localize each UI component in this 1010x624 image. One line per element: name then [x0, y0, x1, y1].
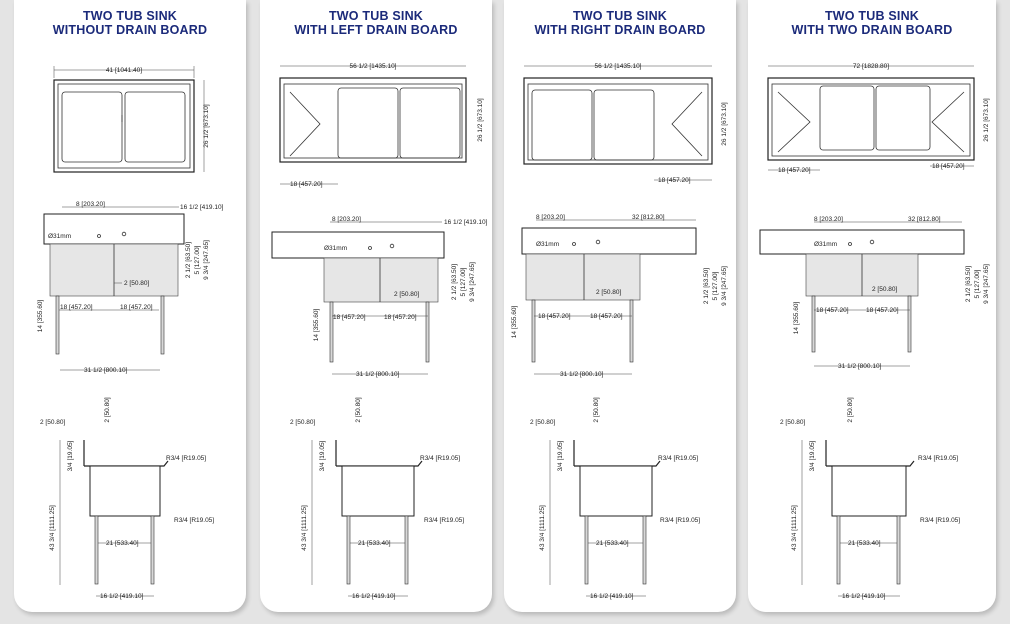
depth-label: 26 1/2 [673.10]: [983, 98, 990, 142]
drain-label: Ø31mm: [536, 241, 560, 248]
leg-depth-label: 16 1/2 [419.10]: [590, 593, 634, 600]
splash-3-label: 9 3/4 [247.65]: [983, 264, 990, 304]
top-right-label: 2 [50.80]: [104, 397, 111, 423]
leg-depth-label: 16 1/2 [419.10]: [100, 593, 144, 600]
overall-width-label: 56 1/2 [1435.10]: [594, 63, 642, 70]
splash-2-label: 5 [127.00]: [460, 267, 467, 297]
panel-title: TWO TUB SINK WITHOUT DRAIN BOARD: [52, 9, 208, 37]
rim-label: 3/4 [19.05]: [67, 440, 74, 472]
drain-label: Ø31mm: [814, 241, 838, 248]
panel-right-drain-board: [504, 0, 736, 612]
splash-3-label: 9 3/4 [247.65]: [469, 262, 476, 302]
splash-3-label: 9 3/4 [247.65]: [203, 240, 210, 280]
drain-height-label: 2 [50.80]: [394, 291, 420, 298]
side-view: [780, 397, 960, 600]
drain-height-label: 2 [50.80]: [596, 289, 622, 296]
top-left-label: 2 [50.80]: [530, 419, 556, 426]
top-view: [524, 63, 728, 184]
drain-height-label: 2 [50.80]: [872, 286, 898, 293]
panel-title: TWO TUB SINK WITH LEFT DRAIN BOARD: [294, 9, 458, 37]
panel-title: TWO TUB SINK WITH RIGHT DRAIN BOARD: [534, 9, 706, 37]
bowl-left-label: 18 [457.20]: [538, 313, 571, 320]
top-right-label: 2 [50.80]: [355, 397, 362, 423]
right-dim-label: 32 [812.80]: [632, 214, 665, 221]
splash-2-label: 5 [127.00]: [712, 271, 719, 301]
panel-left-drain-board: [260, 0, 492, 612]
bowl-right-label: 18 [457.20]: [120, 304, 153, 311]
leg-height-label: 14 [355.60]: [313, 308, 320, 342]
leg-height-label: 14 [355.60]: [793, 301, 800, 335]
sink-drawing: [748, 0, 996, 612]
splash-1-label: 2 1/2 [63.50]: [703, 267, 710, 305]
drain-height-label: 2 [50.80]: [124, 280, 150, 287]
height-label: 43 3/4 [1111.25]: [301, 505, 308, 551]
splash-1-label: 2 1/2 [63.50]: [965, 265, 972, 303]
top-left-label: 2 [50.80]: [40, 419, 66, 426]
drain-label: Ø31mm: [48, 233, 72, 240]
leg-span-label: 31 1/2 [800.10]: [356, 371, 400, 378]
top-left-label: 2 [50.80]: [290, 419, 316, 426]
bowl-depth-label: 21 [533.40]: [358, 540, 391, 547]
right-board-label: 18 [457.20]: [658, 177, 691, 184]
depth-label: 26 1/2 [673.10]: [477, 98, 484, 142]
top-left-label: 2 [50.80]: [780, 419, 806, 426]
rim-label: 3/4 [19.05]: [557, 440, 564, 472]
front-view: [37, 201, 224, 374]
radius-top-label: R3/4 [R19.05]: [166, 455, 207, 462]
panel-without-drain-board: [14, 0, 246, 612]
height-label: 43 3/4 [1111.25]: [49, 505, 56, 551]
sink-drawing: [260, 0, 492, 612]
top-view: [280, 63, 484, 188]
depth-label: 26 1/2 [673.10]: [721, 102, 728, 146]
leg-span-label: 31 1/2 [800.10]: [84, 367, 128, 374]
right-dim-label: 16 1/2 [419.10]: [180, 204, 224, 211]
bowl-left-label: 18 [457.20]: [333, 314, 366, 321]
top-view: [54, 66, 210, 172]
bowl-right-label: 18 [457.20]: [866, 307, 899, 314]
overall-width-label: 56 1/2 [1435.10]: [349, 63, 397, 70]
bowl-right-label: 18 [457.20]: [590, 313, 623, 320]
faucet-offset-label: 8 [203.20]: [76, 201, 105, 208]
panel-two-drain-boards: [748, 0, 996, 612]
bowl-depth-label: 21 [533.40]: [106, 540, 139, 547]
panel-title: TWO TUB SINK WITH TWO DRAIN BOARD: [791, 9, 953, 37]
front-view: [760, 216, 990, 370]
side-view: [530, 397, 700, 600]
sink-drawing: [14, 0, 246, 612]
right-board-label: 18 [457.20]: [932, 163, 965, 170]
front-view: [511, 214, 728, 378]
depth-label: 26 1/2 [673.10]: [203, 104, 210, 148]
radius-top-label: R3/4 [R19.05]: [420, 455, 461, 462]
height-label: 43 3/4 [1111.25]: [539, 505, 546, 551]
bowl-left-label: 18 [457.20]: [816, 307, 849, 314]
front-view: [272, 216, 488, 378]
radius-top-label: R3/4 [R19.05]: [658, 455, 699, 462]
bowl-left-label: 18 [457.20]: [60, 304, 93, 311]
leg-height-label: 14 [355.60]: [37, 299, 44, 333]
leg-span-label: 31 1/2 [800.10]: [838, 363, 882, 370]
overall-width-label: 72 [1828.80]: [852, 63, 890, 70]
bowl-right-label: 18 [457.20]: [384, 314, 417, 321]
side-view: [40, 397, 214, 600]
leg-span-label: 31 1/2 [800.10]: [560, 371, 604, 378]
top-right-label: 2 [50.80]: [593, 397, 600, 423]
drain-label: Ø31mm: [324, 245, 348, 252]
top-right-label: 2 [50.80]: [847, 397, 854, 423]
side-view: [290, 397, 464, 600]
splash-2-label: 5 [127.00]: [974, 269, 981, 299]
rim-label: 3/4 [19.05]: [319, 440, 326, 472]
leg-depth-label: 16 1/2 [419.10]: [352, 593, 396, 600]
faucet-offset-label: 8 [203.20]: [536, 214, 565, 221]
radius-bottom-label: R3/4 [R19.05]: [174, 517, 215, 524]
leg-depth-label: 16 1/2 [419.10]: [842, 593, 886, 600]
splash-3-label: 9 3/4 [247.65]: [721, 266, 728, 306]
radius-bottom-label: R3/4 [R19.05]: [920, 517, 961, 524]
radius-bottom-label: R3/4 [R19.05]: [660, 517, 701, 524]
splash-1-label: 2 1/2 [63.50]: [185, 241, 192, 279]
sink-drawing: [504, 0, 736, 612]
right-dim-label: 16 1/2 [419.10]: [444, 219, 488, 226]
splash-1-label: 2 1/2 [63.50]: [451, 263, 458, 301]
height-label: 43 3/4 [1111.25]: [791, 505, 798, 551]
bowl-depth-label: 21 [533.40]: [596, 540, 629, 547]
faucet-offset-label: 8 [203.20]: [332, 216, 361, 223]
overall-width-label: 41 [1041.40]: [105, 67, 143, 74]
top-view: [768, 63, 990, 174]
radius-top-label: R3/4 [R19.05]: [918, 455, 959, 462]
right-dim-label: 32 [812.80]: [908, 216, 941, 223]
splash-2-label: 5 [127.00]: [194, 245, 201, 275]
leg-height-label: 14 [355.60]: [511, 305, 518, 339]
faucet-offset-label: 8 [203.20]: [814, 216, 843, 223]
rim-label: 3/4 [19.05]: [809, 440, 816, 472]
radius-bottom-label: R3/4 [R19.05]: [424, 517, 465, 524]
left-board-label: 18 [457.20]: [290, 181, 323, 188]
bowl-depth-label: 21 [533.40]: [848, 540, 881, 547]
left-board-label: 18 [457.20]: [778, 167, 811, 174]
